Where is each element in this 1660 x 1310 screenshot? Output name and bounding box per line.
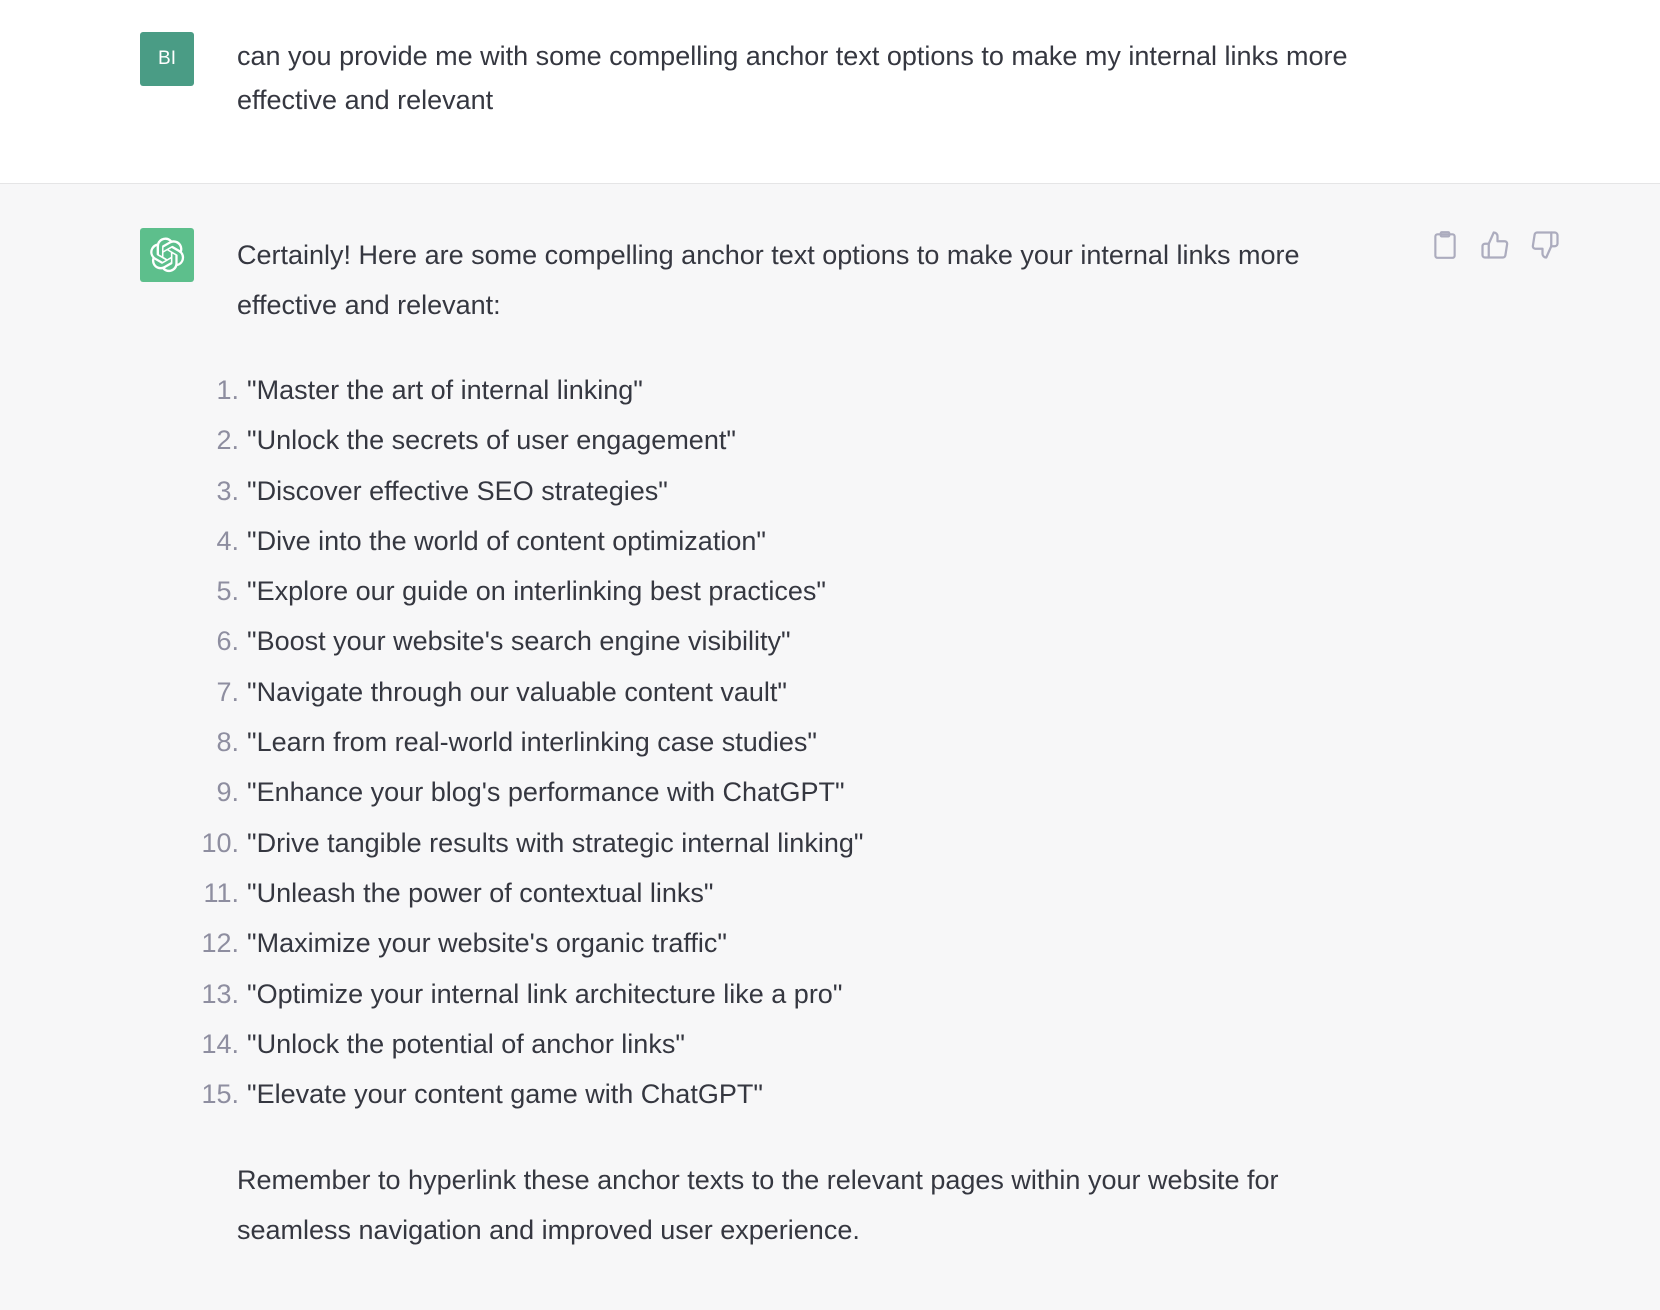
list-item-number: 6. — [216, 626, 239, 657]
list-item-text: "Unlock the potential of anchor links" — [247, 1028, 685, 1059]
list-item — [216, 616, 1387, 666]
list-item — [216, 566, 1387, 616]
list-item-number: 4. — [216, 525, 239, 556]
list-item — [201, 969, 1387, 1019]
openai-logo-icon — [149, 237, 185, 273]
list-item-number: 8. — [216, 727, 239, 758]
user-message-text: can you provide me with some compelling anchor text options to make my internal links more effective and relevant — [237, 41, 1348, 115]
assistant-outro: Remember to hyperlink these anchor texts to the relevant pages within your website for seamless navigation and improved user experience. — [237, 1165, 1279, 1246]
list-item — [216, 415, 1387, 465]
list-item-text: "Enhance your blog's performance with ChatGPT" — [247, 777, 845, 808]
list-item — [216, 466, 1387, 516]
list-item-text: "Elevate your content game with ChatGPT" — [247, 1079, 763, 1110]
list-item-text: "Explore our guide on interlinking best practices" — [247, 576, 826, 607]
user-avatar — [140, 32, 194, 86]
list-item-text: "Dive into the world of content optimization" — [247, 525, 766, 556]
user-avatar-initials: BI — [158, 48, 176, 69]
user-message — [0, 0, 1660, 184]
list-item-number: 5. — [216, 576, 239, 607]
message-actions — [1430, 228, 1560, 262]
list-item-number: 10. — [201, 827, 239, 858]
list-item — [203, 868, 1387, 918]
list-item-number: 3. — [216, 475, 239, 506]
thumbs-down-icon — [1530, 230, 1560, 260]
list-item — [216, 767, 1387, 817]
list-item — [216, 667, 1387, 717]
list-item-number: 1. — [216, 375, 239, 405]
list-item-text: "Discover effective SEO strategies" — [247, 475, 668, 506]
list-item — [201, 818, 1387, 868]
list-item-text: "Unlock the secrets of user engagement" — [247, 425, 736, 456]
list-item-text: "Drive tangible results with strategic internal linking" — [247, 827, 864, 858]
list-item-text: "Boost your website's search engine visibility" — [247, 626, 791, 657]
list-item — [216, 717, 1387, 767]
list-item-number: 14. — [201, 1028, 239, 1059]
list-item-number: 12. — [201, 928, 239, 959]
list-item-text: "Master the art of internal linking" — [247, 375, 643, 405]
list-item-text: "Learn from real-world interlinking case studies" — [247, 727, 817, 758]
thumbs-down-button[interactable] — [1530, 228, 1560, 262]
thumbs-up-icon — [1480, 230, 1510, 260]
list-item-text: "Optimize your internal link architecture like a pro" — [247, 978, 843, 1009]
list-item-number: 15. — [201, 1079, 239, 1110]
list-item-number: 7. — [216, 676, 239, 707]
copy-button[interactable] — [1430, 228, 1460, 262]
anchor-text-list — [201, 365, 1387, 1119]
assistant-avatar — [140, 228, 194, 282]
list-item — [201, 1069, 1387, 1119]
thumbs-up-button[interactable] — [1480, 228, 1510, 262]
list-item-text: "Navigate through our valuable content vault" — [247, 676, 788, 707]
list-item-number: 13. — [201, 978, 239, 1009]
list-item-number: 2. — [216, 425, 239, 456]
assistant-intro: Certainly! Here are some compelling anchor text options to make your internal links more effective and relevant: — [237, 240, 1300, 320]
assistant-message-content — [201, 230, 1387, 1255]
list-item — [201, 918, 1387, 968]
list-item-text: "Maximize your website's organic traffic" — [247, 928, 727, 959]
list-item-text: "Unleash the power of contextual links" — [247, 877, 714, 908]
copy-icon — [1432, 230, 1458, 260]
list-item — [216, 365, 1387, 415]
list-item — [216, 516, 1387, 566]
assistant-message — [0, 184, 1660, 1310]
list-item-number: 11. — [203, 877, 239, 908]
list-item — [201, 1019, 1387, 1069]
list-item-number: 9. — [216, 777, 239, 808]
